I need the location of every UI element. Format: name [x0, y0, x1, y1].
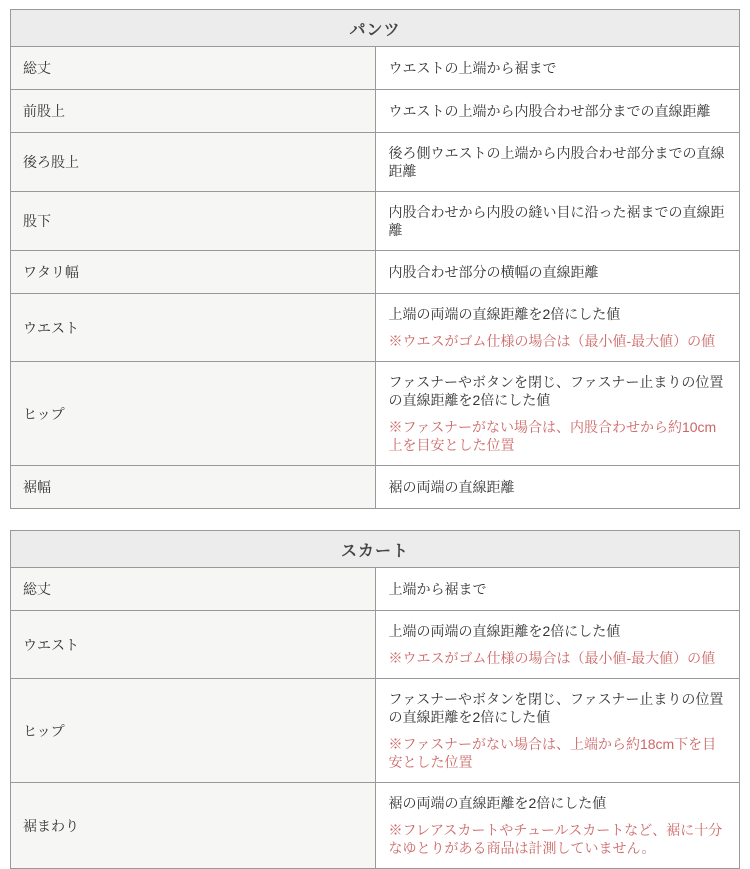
table-header-row [11, 531, 740, 568]
measurement-label: ヒップ [11, 362, 376, 466]
measurement-label: 総丈 [11, 568, 376, 611]
measurement-note: ※ファスナーがない場合は、内股合わせから約10cm上を目安とした位置 [388, 419, 717, 453]
measurement-description: ウエストの上端から内股合わせ部分までの直線距離 [388, 103, 711, 119]
measurement-description: 内股合わせ部分の横幅の直線距離 [388, 264, 599, 280]
table-row [11, 251, 740, 294]
table-row [11, 783, 740, 869]
measurement-label: 裾まわり [11, 783, 376, 869]
measurement-description: 内股合わせから内股の縫い目に沿った裾までの直線距離 [388, 204, 725, 238]
measurement-label: 総丈 [11, 47, 376, 90]
measurement-label: 後ろ股上 [11, 133, 376, 192]
measurement-label: 股下 [11, 192, 376, 251]
measurement-description: 上端の両端の直線距離を2倍にした値 [388, 306, 621, 322]
table-row [11, 611, 740, 679]
measurement-label: 前股上 [11, 90, 376, 133]
measurement-note: ※ウエスがゴム仕様の場合は（最小値-最大値）の値 [388, 333, 716, 349]
measurement-description: 裾の両端の直線距離を2倍にした値 [388, 795, 607, 811]
measurement-description: 上端から裾まで [388, 581, 487, 597]
measurement-description: ファスナーやボタンを閉じ、ファスナー止まりの位置の直線距離を2倍にした値 [388, 374, 724, 408]
skirt-size-table [10, 530, 740, 869]
table-row [11, 90, 740, 133]
measurement-label: ウエスト [11, 611, 376, 679]
table-row [11, 568, 740, 611]
table-row [11, 47, 740, 90]
table-row [11, 679, 740, 783]
measurement-description: 後ろ側ウエストの上端から内股合わせ部分までの直線距離 [388, 145, 725, 179]
skirt-table-title: スカート [11, 531, 740, 568]
pants-table-title: パンツ [11, 10, 740, 47]
pants-size-table [10, 9, 740, 509]
measurement-note: ※ウエスがゴム仕様の場合は（最小値-最大値）の値 [388, 650, 716, 666]
measurement-description: 裾の両端の直線距離 [388, 479, 515, 495]
table-row [11, 192, 740, 251]
measurement-label: ヒップ [11, 679, 376, 783]
table-row [11, 466, 740, 509]
measurement-description: 上端の両端の直線距離を2倍にした値 [388, 623, 621, 639]
measurement-label: ウエスト [11, 294, 376, 362]
table-row [11, 294, 740, 362]
measurement-description: ウエストの上端から裾まで [388, 60, 557, 76]
measurement-note: ※フレアスカートやチュールスカートなど、裾に十分なゆとりがある商品は計測していません。 [388, 822, 723, 856]
measurement-description: ファスナーやボタンを閉じ、ファスナー止まりの位置の直線距離を2倍にした値 [388, 691, 724, 725]
measurement-label: 裾幅 [11, 466, 376, 509]
measurement-note: ※ファスナーがない場合は、上端から約18cm下を目安とした位置 [388, 736, 717, 770]
table-row [11, 362, 740, 466]
table-header-row [11, 10, 740, 47]
table-row [11, 133, 740, 192]
measurement-label: ワタリ幅 [11, 251, 376, 294]
